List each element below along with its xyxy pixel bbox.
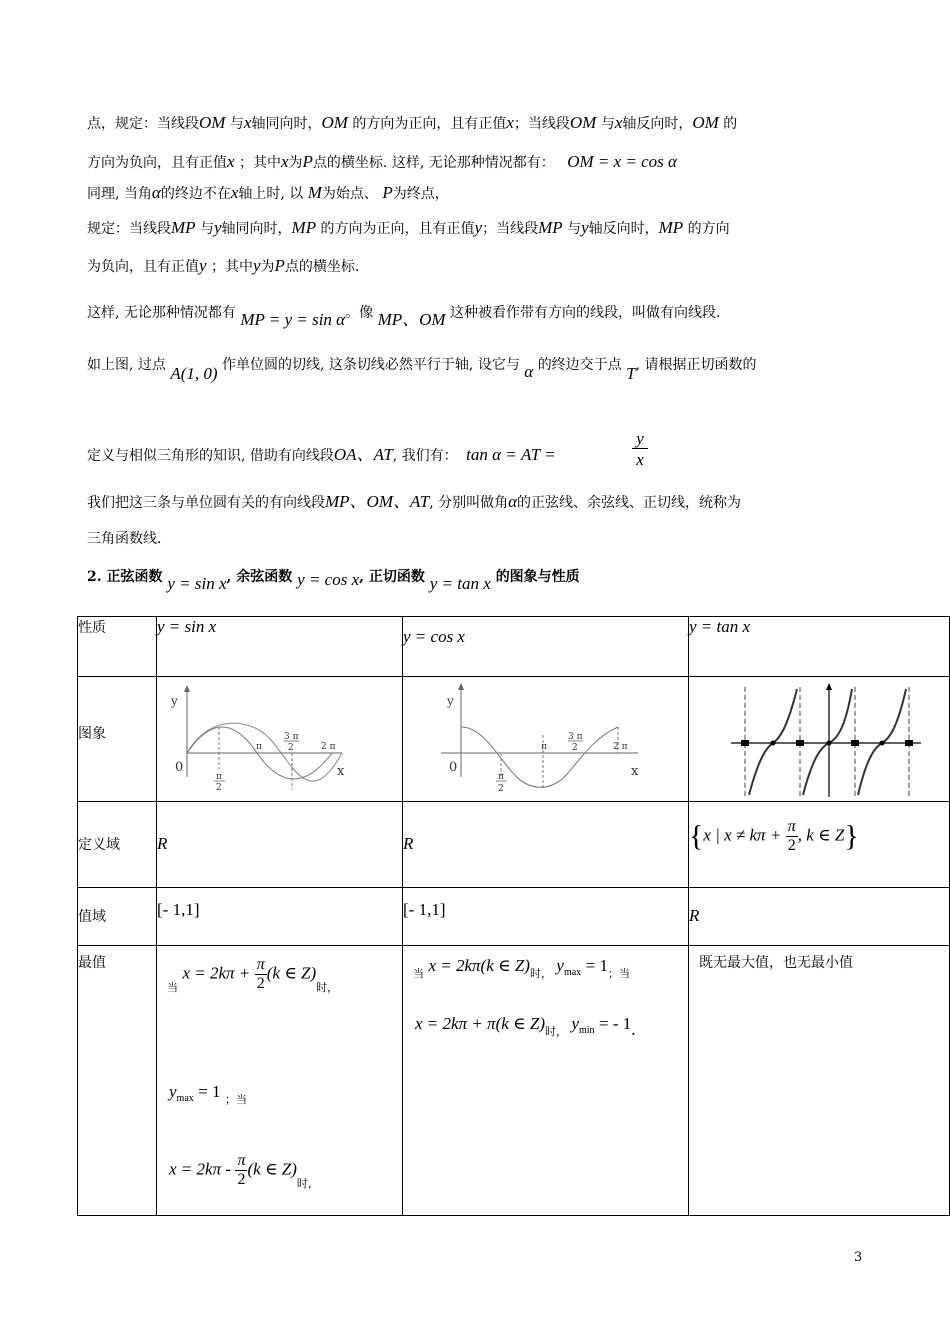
math-domain-left: x | x ≠ kπ + — [703, 825, 782, 845]
math-P: P — [274, 256, 285, 275]
extrema-sin-line3: x = 2kπ - $\frac{\pi}{2}$ (k ∈ $Z)_{时,}$ — [169, 1152, 319, 1190]
extrema-sin-line1: $_当$ x = 2kπ + $\frac{\pi}{2}$ (k ∈ $Z)_{时,}$ — [167, 956, 339, 994]
para-line-1 — [87, 113, 737, 133]
para-line-5 — [87, 256, 359, 276]
text: 点的横坐标. 这样, 无论那种情况都有： — [312, 155, 555, 171]
math-R: R — [157, 834, 168, 853]
text: ；当线段 — [482, 221, 539, 237]
math-alpha: α — [151, 183, 161, 202]
heading-text: 2. 正弦函数 — [87, 569, 163, 585]
text: 三角函数线. — [87, 531, 162, 547]
math-OM: OM — [199, 113, 226, 132]
para-line-10 — [87, 528, 161, 548]
math-alpha: α — [508, 492, 518, 511]
math-x: x — [227, 152, 235, 171]
tick-3pi-den: 2 — [288, 743, 294, 753]
sin-graph-cell — [157, 677, 403, 802]
math-range: [- 1,1] — [403, 900, 446, 919]
tick-pi: π — [541, 742, 547, 752]
sin-graph — [157, 677, 402, 797]
math-om-eq: OM = x = cos α — [567, 152, 677, 171]
extrema-tan — [689, 946, 950, 1216]
math-y: y — [253, 256, 261, 275]
math-mp-om-at: MP、OM、AT — [325, 492, 430, 511]
text: 轴反向时， — [588, 221, 659, 237]
text: 轴同向时， — [251, 116, 322, 132]
para-line-6 — [87, 297, 721, 329]
para-line-8 — [87, 440, 556, 465]
text: 与 — [600, 116, 615, 132]
extrema-sin — [157, 946, 403, 1216]
row-label: 最值 — [78, 946, 157, 1216]
text: 定义与相似三角形的知识, 借助有向线段 — [87, 448, 334, 464]
table-row-range — [78, 888, 950, 946]
math-y: y — [214, 218, 222, 237]
axis-y-label: y — [171, 694, 178, 708]
tick-2pi: 2 π — [321, 742, 336, 752]
text: 与 — [229, 116, 244, 132]
header-sin — [157, 617, 403, 677]
math-tan: y = tan x — [429, 574, 491, 593]
tan-graph — [689, 677, 949, 797]
page-number: 3 — [854, 1250, 863, 1265]
math-y: y — [581, 218, 589, 237]
frac-num: y — [632, 430, 648, 449]
math-tan: y = tan x — [689, 617, 751, 636]
text: 既无最大值，也无最小值 — [699, 955, 853, 971]
tick-3pi-den: 2 — [572, 743, 578, 753]
axis-x-label: x — [337, 764, 345, 779]
axis-x-label: x — [631, 764, 639, 779]
math-y: y — [199, 256, 207, 275]
text: 这样, 无论那种情况都有 — [87, 305, 236, 321]
para-line-2 — [87, 152, 677, 172]
math-OM: OM — [321, 113, 348, 132]
tan-graph-cell — [689, 677, 950, 802]
row-label: 性质 — [78, 617, 157, 677]
math-OM: OM — [569, 113, 597, 132]
math-P: P — [302, 152, 313, 171]
text: 点，规定：当线段 — [87, 116, 199, 132]
math-R: R — [689, 906, 700, 925]
math-OM: OM — [692, 113, 719, 132]
text: 为终点， — [392, 186, 449, 202]
section-heading — [87, 566, 580, 593]
text: 与 — [200, 221, 214, 237]
math-MP: MP — [538, 218, 563, 237]
text: 的方向 — [687, 221, 730, 237]
text: 与 — [567, 221, 582, 237]
text: 轴反向时， — [622, 116, 693, 132]
table-row-extrema — [78, 946, 950, 1216]
text: 我们把这三条与单位圆有关的有向线段 — [87, 495, 325, 511]
math-x: x — [230, 183, 239, 202]
domain-tan: {x | x ≠ kπ + $\frac{\pi}{2}$ , k ∈ Z} — [689, 802, 950, 888]
text: 同理, 当角 — [87, 186, 152, 202]
math-sin: y = sin x — [157, 617, 217, 636]
tick-halfpi-num: π — [498, 772, 504, 782]
text: 轴上时, 以 — [238, 186, 304, 202]
table-row-graph — [78, 677, 950, 802]
tick-3pi-num: 3 π — [284, 732, 299, 742]
math-mp-om: MP、OM — [377, 310, 446, 329]
tick-3pi-num: 3 π — [568, 732, 583, 742]
text: 方向为负向，且有正值 — [87, 155, 227, 171]
math-M: M — [307, 183, 322, 202]
cos-graph-cell — [403, 677, 689, 802]
math-x: x — [506, 113, 514, 132]
text: 的正弦线、余弦线、正切线，统称为 — [517, 495, 742, 511]
header-cos — [403, 617, 689, 677]
math-P: P — [382, 183, 393, 202]
math-R: R — [403, 834, 414, 853]
math-mp-eq: MP = y = sin α — [240, 310, 346, 329]
row-label: 值域 — [78, 888, 157, 946]
tick-halfpi-num: π — [216, 772, 222, 782]
heading-text: , 正切函数 — [359, 569, 425, 585]
para-line-3 — [87, 183, 449, 203]
tick-halfpi-den: 2 — [216, 783, 222, 793]
range-tan — [689, 888, 950, 946]
origin-label: 0 — [449, 760, 458, 775]
tick-halfpi-den: 2 — [498, 784, 504, 794]
math-MP: MP — [171, 218, 196, 237]
math-x: x — [281, 152, 289, 171]
extrema-sin-line2: $y_{max} = 1$ $_{;当}$ — [169, 1082, 248, 1106]
text: 的 — [723, 116, 738, 132]
math-sin: y = sin x — [167, 574, 227, 593]
header-tan — [689, 617, 950, 677]
origin-label: 0 — [175, 760, 184, 775]
text: ；当线段 — [513, 116, 570, 132]
text: ；其中 — [211, 259, 253, 275]
math-range: [- 1,1] — [157, 900, 200, 919]
math-pi-over-2: $\frac{\pi}{2}$ — [787, 818, 796, 854]
math-MP: MP — [291, 218, 317, 237]
para-line-7 — [87, 354, 757, 383]
text: 规定：当线段 — [87, 221, 171, 237]
tan-fraction — [632, 430, 648, 471]
text: 这种被看作带有方向的线段，叫做有向线段. — [450, 305, 721, 321]
math-cos: y = cos x — [403, 627, 465, 646]
extrema-cos-line1: $_当$ x = 2kπ(k ∈ $Z)_{时,}$ $y_{max} = 1_{;当}$ — [413, 956, 630, 980]
para-line-4 — [87, 218, 730, 238]
text: 如上图, 过点 — [87, 357, 166, 373]
math-x: x — [614, 113, 623, 132]
tick-2pi: 2 π — [613, 742, 628, 752]
math-tan-eq: tan α = AT = — [466, 445, 556, 464]
math-MP: MP — [658, 218, 684, 237]
math-oa-at: OA、AT — [333, 445, 393, 464]
range-sin — [157, 888, 403, 946]
text: 的终边不在 — [160, 186, 231, 202]
text: 的终边交于点 — [537, 357, 622, 373]
extrema-cos — [403, 946, 689, 1216]
math-x: x — [243, 113, 252, 132]
text: 。像 — [345, 305, 374, 321]
math-A10: A(1, 0) — [170, 364, 218, 383]
domain-sin — [157, 802, 403, 888]
text: 的方向为正向，且有正值 — [320, 221, 475, 237]
text: 为 — [260, 259, 275, 275]
text: 作单位圆的切线, 这条切线必然平行于轴, 设它与 — [222, 357, 520, 373]
frac-den: x — [636, 450, 644, 469]
row-label: 定义域 — [78, 802, 157, 888]
math-T: T — [626, 364, 636, 383]
range-cos — [403, 888, 689, 946]
math-y: y — [474, 218, 483, 237]
text: 轴同向时， — [221, 221, 292, 237]
text: 为负向，且有正值 — [87, 259, 199, 275]
math-cos: y = cos x — [297, 570, 360, 589]
tick-pi: π — [256, 742, 262, 752]
math-alpha: α — [524, 362, 534, 381]
para-line-9 — [87, 487, 741, 512]
properties-table — [77, 616, 950, 1216]
text: ；其中 — [239, 155, 281, 171]
domain-cos — [403, 802, 689, 888]
text: 点的横坐标. — [284, 259, 360, 275]
heading-text: 的图象与性质 — [495, 569, 580, 585]
extrema-cos-line2: x = 2kπ + π(k ∈ $Z)_{时,}$ $y_{min}$ = - 1. — [415, 1014, 636, 1039]
text: , 分别叫做角 — [429, 495, 509, 511]
text: 为始点、 — [321, 186, 378, 202]
text: , 请根据正切函数的 — [635, 357, 757, 373]
text: 为 — [288, 155, 303, 171]
table-row-header — [78, 617, 950, 677]
math-domain-right: , k ∈ Z — [797, 825, 845, 845]
row-label: 图象 — [78, 677, 157, 802]
table-row-domain — [78, 802, 950, 888]
heading-text: , 余弦函数 — [226, 569, 293, 585]
text: , 我们有： — [392, 448, 458, 464]
cos-graph — [403, 677, 688, 797]
axis-y-label: y — [447, 694, 454, 708]
text: 的方向为正向，且有正值 — [352, 116, 507, 132]
